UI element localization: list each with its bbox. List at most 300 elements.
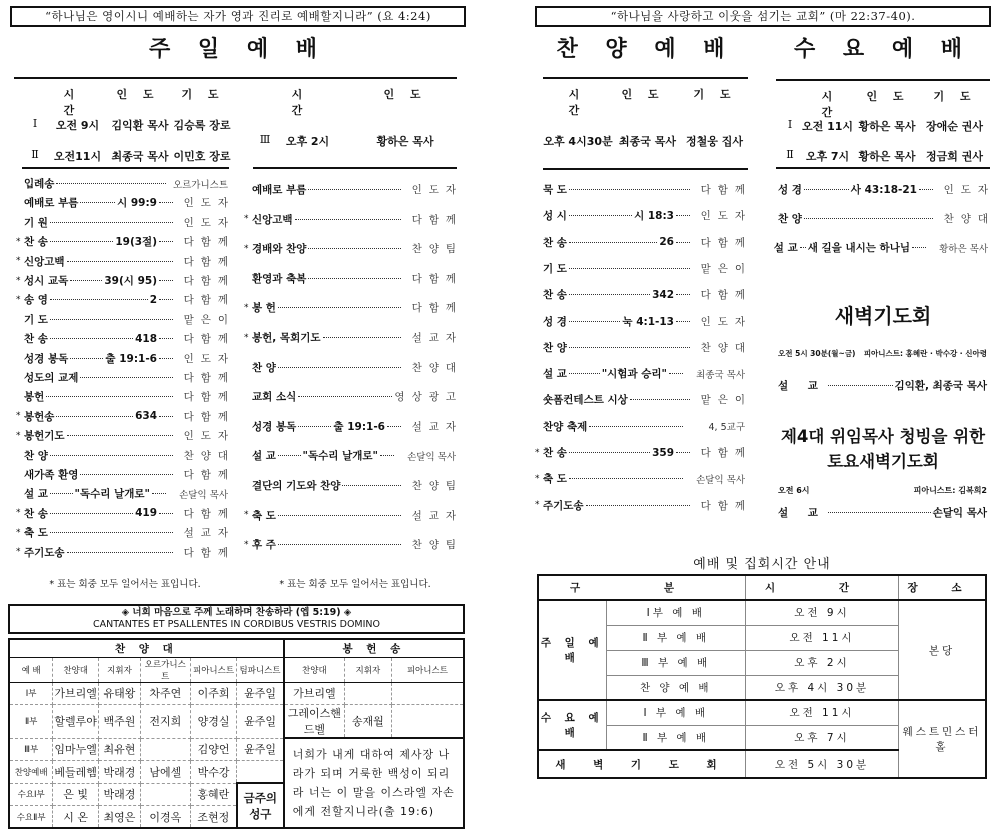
schedule-header-category: 구 분 xyxy=(538,575,746,600)
order-item xyxy=(16,215,235,230)
schedule-service: Ⅲ 부 예 배 xyxy=(606,650,746,675)
dawn-pianists: 피아니스트: 홍혜란 · 박수강 · 신아령 xyxy=(863,349,987,358)
order-label: 예배로 부름 xyxy=(24,197,79,210)
column-header: 피아니스트 xyxy=(391,657,464,682)
order-role: 맡은이 xyxy=(183,313,235,326)
order-role: 설교자 xyxy=(411,420,463,433)
leader-dots xyxy=(278,367,401,368)
leader-dots xyxy=(80,202,115,203)
order-role: 오르가니스트 xyxy=(172,179,228,191)
order-item xyxy=(535,445,752,460)
order-label: 봉헌기도 xyxy=(24,430,65,443)
choir-cell: 가브리엘 xyxy=(53,682,99,705)
praise-worship-title: 찬 양 예 배 xyxy=(556,37,735,62)
order-item xyxy=(16,292,235,307)
leader-dots xyxy=(569,189,690,190)
order-item xyxy=(244,448,456,463)
header-prayer: 기 도 xyxy=(933,90,977,103)
header-time: 시 간 xyxy=(63,88,81,117)
order-label: 찬 송 xyxy=(24,333,48,346)
leader-dots xyxy=(569,347,690,348)
order-detail: 출 19:1-6 xyxy=(333,420,385,433)
leader-dots xyxy=(569,373,600,374)
order-item xyxy=(244,271,463,286)
order-role: 손달익 목사 xyxy=(696,474,745,486)
order-role: 찬양대 xyxy=(700,341,752,354)
choir-cell xyxy=(237,761,284,784)
order-role: 찬양대 xyxy=(943,213,995,225)
order-detail: 새 길을 내시는 하나님 xyxy=(807,242,910,254)
schedule-service: 찬 양 예 배 xyxy=(606,675,746,700)
service-leader: 황하은 목사 xyxy=(376,135,434,148)
choir-cell: 김양언 xyxy=(190,738,237,761)
order-label: 찬양 축제 xyxy=(543,420,588,433)
leader-dots xyxy=(50,299,148,300)
row-service: 찬양예배 xyxy=(9,761,53,784)
saturday-sermon xyxy=(778,505,987,520)
saturday-time: 오전 6시 xyxy=(778,486,810,495)
choir-cell: 전지희 xyxy=(140,705,190,739)
choir-cell: 은 빛 xyxy=(53,783,99,806)
standing-mark: * xyxy=(244,539,249,550)
row-service: 수요Ⅰ부 xyxy=(9,783,53,806)
order-role: 다함께 xyxy=(411,272,463,285)
leader-dots xyxy=(46,396,173,397)
column-header: 팀파니스트 xyxy=(237,657,284,682)
order-item xyxy=(535,208,752,223)
leader-dots xyxy=(50,241,113,242)
header-leader: 인 도 xyxy=(116,88,160,101)
leader-dots xyxy=(80,377,173,378)
order-label: 봉헌송 xyxy=(24,410,55,423)
choir-cell xyxy=(391,682,464,705)
leader-dots xyxy=(387,426,401,427)
leader-dots xyxy=(669,373,683,374)
service-prayer: 장애순 권사 xyxy=(926,120,983,133)
order-item xyxy=(535,366,745,381)
order-role: 인도자 xyxy=(943,184,995,196)
weekly-verse-label: 금주의 성구 xyxy=(237,783,284,828)
choir-cell: 조현정 xyxy=(190,806,237,829)
schedule-title: 예배 및 집회시간 안내 xyxy=(693,557,831,572)
order-item xyxy=(244,508,463,523)
row-service: Ⅰ부 xyxy=(9,682,53,705)
schedule-time: 오전 11시 xyxy=(746,700,899,725)
leader-dots xyxy=(298,396,392,397)
order-detail: 359 xyxy=(652,446,674,459)
standing-note: * 표는 회중 모두 일어서는 표입니다. xyxy=(279,579,431,590)
order-item xyxy=(535,471,745,486)
order-item xyxy=(244,300,463,315)
order-label: 축 도 xyxy=(24,527,48,540)
choir-verse-box xyxy=(8,604,465,634)
divider xyxy=(776,167,990,169)
leader-dots xyxy=(569,268,690,269)
order-label: 묵 도 xyxy=(543,184,567,196)
order-item xyxy=(244,537,463,552)
order-item xyxy=(244,478,463,493)
leader-dots xyxy=(676,452,690,453)
choir-cell: 박래경 xyxy=(99,761,141,784)
leader-dots xyxy=(50,319,173,320)
weekly-verse: 너희가 내게 대하여 제사장 나라가 되며 거룩한 백성이 되리라 너는 이 말을 이스라엘 자손에게 전할지니라(출 19:6) xyxy=(284,738,464,828)
leader-dots xyxy=(159,338,173,339)
leader-dots xyxy=(569,452,650,453)
order-label: 성도의 교제 xyxy=(24,372,79,384)
order-role: 찬양팀 xyxy=(411,539,463,552)
leader-dots xyxy=(278,515,401,516)
order-role: 최종국 목사 xyxy=(696,369,745,381)
leader-dots xyxy=(589,426,683,427)
schedule-dawn: 새 벽 기 도 회 xyxy=(538,750,746,778)
order-label: 찬 양 xyxy=(252,361,276,374)
order-role: 맡은이 xyxy=(700,262,752,275)
order-label: 입례송 xyxy=(24,178,55,190)
column-header: 피아니스트 xyxy=(190,657,237,682)
header-leader: 인 도 xyxy=(383,88,427,101)
schedule-header-time: 시 간 xyxy=(746,575,899,600)
schedule-time: 오전 11시 xyxy=(746,625,899,650)
order-label: 숏폼컨테스트 시상 xyxy=(543,394,628,407)
service-prayer: 김승록 장로 xyxy=(173,119,231,132)
leader-dots xyxy=(50,493,73,494)
order-item xyxy=(244,182,463,197)
service-leader: 최종국 목사 xyxy=(619,135,676,148)
standing-mark: * xyxy=(244,510,249,521)
order-item xyxy=(535,340,752,355)
order-role: 다함께 xyxy=(183,410,235,423)
order-label: 찬 양 xyxy=(543,341,567,354)
schedule-time: 오후 2시 xyxy=(746,650,899,675)
order-role: 다함께 xyxy=(700,236,752,249)
order-detail: "독수리 날개로" xyxy=(302,450,378,463)
order-detail: 출 19:1-6 xyxy=(105,352,157,365)
leader-dots xyxy=(278,455,301,456)
header-prayer: 기 도 xyxy=(181,88,225,101)
leader-dots xyxy=(308,189,401,190)
leader-dots xyxy=(56,416,133,417)
service-leader: 최종국 목사 xyxy=(111,150,169,163)
leader-dots xyxy=(159,202,173,203)
order-item xyxy=(16,409,235,424)
row-service: Ⅱ부 xyxy=(9,705,53,739)
schedule-time: 오후 4시 30분 xyxy=(746,675,899,700)
order-role: 인도자 xyxy=(411,184,463,196)
order-label: 기 도 xyxy=(543,262,567,275)
preacher: 손달익 목사 xyxy=(932,507,987,519)
header-prayer: 기 도 xyxy=(693,88,737,101)
order-item xyxy=(16,273,235,288)
choir-cell: 최유현 xyxy=(99,738,141,761)
schedule-service: Ⅰ 부 예 배 xyxy=(606,700,746,725)
order-item xyxy=(16,370,235,385)
order-item xyxy=(16,428,235,443)
sermon-label: 설 교 xyxy=(778,380,826,392)
leader-dots xyxy=(159,513,173,514)
standing-mark: * xyxy=(535,500,540,511)
order-role: 다함께 xyxy=(411,302,463,315)
order-label: 설 교 xyxy=(543,368,567,381)
order-item xyxy=(244,241,463,256)
service-prayer: 정철웅 집사 xyxy=(686,135,743,148)
service-leader: 황하은 목사 xyxy=(858,120,916,133)
schedule-service: Ⅱ 부 예 배 xyxy=(606,625,746,650)
service-number: Ⅱ xyxy=(786,148,794,161)
standing-mark: * xyxy=(244,243,249,254)
left-motto: “하나님은 영이시니 예배하는 자가 영과 진리로 예배할지니라” (요 4:24) xyxy=(10,6,466,27)
service-prayer: 이민호 장로 xyxy=(173,150,231,163)
leader-dots xyxy=(380,455,394,456)
order-label: 주기도송 xyxy=(543,499,584,512)
right-motto: “하나님을 사랑하고 이웃을 섬기는 교회” (마 22:37-40). xyxy=(535,6,991,27)
leader-dots xyxy=(323,337,401,338)
order-label: 찬 양 xyxy=(778,213,802,225)
service-number: Ⅲ xyxy=(259,133,271,146)
choir-group-header: 찬 양 대 xyxy=(9,639,284,657)
leader-dots xyxy=(569,215,632,216)
standing-mark: * xyxy=(16,236,21,247)
order-role: 찬양팀 xyxy=(411,480,463,492)
order-label: 봉헌, 목회기도 xyxy=(252,332,321,344)
leader-dots xyxy=(70,358,103,359)
choir-cell xyxy=(344,682,391,705)
order-role: 다함께 xyxy=(183,469,235,481)
column-header: 오르가니스트 xyxy=(140,657,190,682)
choir-cell xyxy=(391,705,464,739)
leader-dots xyxy=(828,512,931,513)
leader-dots xyxy=(919,189,933,190)
order-detail: 419 xyxy=(135,507,157,520)
choir-cell: 박수강 xyxy=(190,761,237,784)
standing-mark: * xyxy=(16,275,21,286)
header-leader: 인 도 xyxy=(866,90,910,103)
order-item xyxy=(16,195,235,210)
schedule-header-place: 장 소 xyxy=(899,575,986,600)
order-label: 성시 교독 xyxy=(24,275,69,287)
schedule-place: 본당 xyxy=(899,600,986,700)
order-role: 다함께 xyxy=(183,546,235,559)
order-label: 성경 봉독 xyxy=(252,420,297,433)
service-number: Ⅰ xyxy=(787,118,793,131)
order-label: 설 교 xyxy=(252,450,276,463)
order-item xyxy=(16,254,235,269)
choir-cell: 홍혜란 xyxy=(190,783,237,806)
order-item xyxy=(535,392,752,407)
order-item xyxy=(16,389,235,404)
order-item xyxy=(244,389,463,404)
leader-dots xyxy=(56,183,166,184)
schedule-place: 웨스트민스터 홀 xyxy=(899,700,986,778)
order-label: 봉 헌 xyxy=(252,302,276,315)
order-label: 기 원 xyxy=(24,216,48,229)
divider xyxy=(543,168,748,170)
standing-mark: * xyxy=(16,527,21,538)
leader-dots xyxy=(800,247,806,248)
leader-dots xyxy=(308,248,401,249)
standing-mark: * xyxy=(16,547,21,558)
order-label: 설 교 xyxy=(773,242,798,254)
order-detail: 19(3절) xyxy=(115,236,157,249)
order-item xyxy=(535,182,752,197)
order-role: 다함께 xyxy=(700,499,752,512)
order-label: 결단의 기도와 찬양 xyxy=(252,480,341,492)
choir-cell: 최영은 xyxy=(99,806,141,829)
saturday-title-line2: 토요새벽기도회 xyxy=(827,452,939,471)
order-role: 찬양대 xyxy=(411,361,463,374)
offertory-group-header: 봉 헌 송 xyxy=(284,639,464,657)
order-item xyxy=(16,467,235,482)
order-label: 찬 송 xyxy=(543,447,567,459)
order-role: 인도자 xyxy=(700,210,752,223)
order-role: 다함께 xyxy=(183,333,235,346)
order-label: 찬 양 xyxy=(24,449,48,462)
order-role: 손달익 목사 xyxy=(407,451,456,463)
order-label: 찬 송 xyxy=(543,289,567,302)
order-label: 주기도송 xyxy=(24,546,65,559)
leader-dots xyxy=(630,399,690,400)
order-label: 축 도 xyxy=(543,473,567,486)
order-role: 다함께 xyxy=(183,507,235,520)
leader-dots xyxy=(50,455,173,456)
leader-dots xyxy=(67,552,173,553)
order-label: 찬 송 xyxy=(24,507,48,520)
leader-dots xyxy=(804,189,849,190)
order-role: 인도자 xyxy=(183,430,235,443)
order-role: 찬양팀 xyxy=(411,243,463,256)
choir-cell xyxy=(140,783,190,806)
order-label: 경배와 찬양 xyxy=(252,243,307,256)
header-leader: 인 도 xyxy=(621,88,665,101)
row-service: 수요Ⅱ부 xyxy=(9,806,53,829)
schedule-sunday: 주 일 예 배 xyxy=(538,600,606,700)
leader-dots xyxy=(586,505,690,506)
wednesday-worship-title: 수 요 예 배 xyxy=(794,37,972,62)
leader-dots xyxy=(67,435,173,436)
standing-mark: * xyxy=(16,256,21,267)
order-detail: 26 xyxy=(659,236,674,249)
order-role: 다함께 xyxy=(183,236,235,249)
leader-dots xyxy=(676,242,690,243)
divider xyxy=(14,77,457,79)
service-number: Ⅱ xyxy=(31,148,39,161)
leader-dots xyxy=(159,241,173,242)
service-time: 오전 11시 xyxy=(801,120,853,133)
leader-dots xyxy=(298,426,331,427)
order-detail: 시 99:9 xyxy=(117,197,157,210)
order-label: 성 경 xyxy=(778,184,802,196)
order-role: 다함께 xyxy=(700,184,752,196)
schedule-time: 오전 5시 30분 xyxy=(746,750,899,778)
order-label: 송 영 xyxy=(24,294,48,307)
schedule-time: 오전 9시 xyxy=(746,600,899,625)
standing-mark: * xyxy=(16,430,21,441)
service-time: 오후 7시 xyxy=(805,150,850,163)
header-time: 시 간 xyxy=(568,88,586,117)
choir-cell: 이주희 xyxy=(190,682,237,705)
divider xyxy=(543,77,748,79)
leader-dots xyxy=(569,321,620,322)
order-role: 인도자 xyxy=(183,352,235,365)
leader-dots xyxy=(828,385,893,386)
standing-mark: * xyxy=(244,214,249,225)
choir-cell: 윤주일 xyxy=(237,682,284,705)
service-time: 오전11시 xyxy=(53,150,102,163)
leader-dots xyxy=(50,513,133,514)
choir-cell: 베들레헴 xyxy=(53,761,99,784)
leader-dots xyxy=(569,242,657,243)
order-item xyxy=(535,498,752,513)
schedule-time: 오후 7시 xyxy=(746,725,899,750)
choir-verse-korean: ◈ 너희 마음으로 주께 노래하며 찬송하라 (엡 5:19) ◈ xyxy=(121,607,352,618)
order-item xyxy=(16,351,235,366)
dawn-time: 오전 5시 30분(월~금) xyxy=(778,349,856,358)
order-item xyxy=(16,234,235,249)
order-item xyxy=(16,331,235,346)
choir-table xyxy=(8,638,465,829)
choir-cell: 할렐루야 xyxy=(53,705,99,739)
choir-cell: 이경옥 xyxy=(140,806,190,829)
order-label: 기 도 xyxy=(24,313,48,326)
order-label: 교회 소식 xyxy=(252,391,297,404)
divider xyxy=(776,79,990,81)
order-item xyxy=(244,212,463,227)
order-role: 손달익 목사 xyxy=(179,489,228,501)
order-item xyxy=(535,314,752,329)
leader-dots xyxy=(676,321,690,322)
choir-cell: 송재월 xyxy=(344,705,391,739)
column-header: 찬양대 xyxy=(53,657,99,682)
leader-dots xyxy=(295,219,401,220)
choir-cell: 남에셀 xyxy=(140,761,190,784)
choir-cell: 차주연 xyxy=(140,682,190,705)
standing-mark: * xyxy=(16,411,21,422)
choir-cell: 유태왕 xyxy=(99,682,141,705)
header-time: 시 간 xyxy=(291,88,309,117)
header-time: 시 간 xyxy=(821,90,839,119)
order-item xyxy=(16,312,235,327)
order-detail: 눅 4:1-13 xyxy=(622,315,674,328)
order-role: 다함께 xyxy=(183,275,235,287)
order-item xyxy=(535,419,745,434)
order-item xyxy=(16,545,235,560)
order-label: 찬 송 xyxy=(543,236,567,249)
order-detail: 사 43:18-21 xyxy=(850,184,917,196)
order-item xyxy=(770,182,995,197)
column-header: 예 배 xyxy=(9,657,53,682)
order-role: 다함께 xyxy=(183,372,235,384)
order-label: 신앙고백 xyxy=(24,255,65,268)
order-item xyxy=(535,261,752,276)
leader-dots xyxy=(569,294,650,295)
service-time: 오후 4시30분 xyxy=(543,135,613,148)
leader-dots xyxy=(50,338,133,339)
order-label: 설 교 xyxy=(24,488,48,501)
order-role: 설교자 xyxy=(411,332,463,344)
schedule-table xyxy=(537,574,987,779)
leader-dots xyxy=(159,358,173,359)
order-role: 황하은 목사 xyxy=(939,243,988,255)
order-role: 찬양대 xyxy=(183,449,235,462)
order-detail: 418 xyxy=(135,332,157,345)
order-detail: 342 xyxy=(652,288,674,301)
leader-dots xyxy=(50,532,173,533)
order-detail: 2 xyxy=(149,293,157,306)
order-label: 봉헌 xyxy=(24,391,45,404)
leader-dots xyxy=(278,307,401,308)
standing-mark: * xyxy=(244,332,249,343)
saturday-title-line1: 제4대 위임목사 청빙을 위한 xyxy=(780,427,986,446)
leader-dots xyxy=(278,544,401,545)
